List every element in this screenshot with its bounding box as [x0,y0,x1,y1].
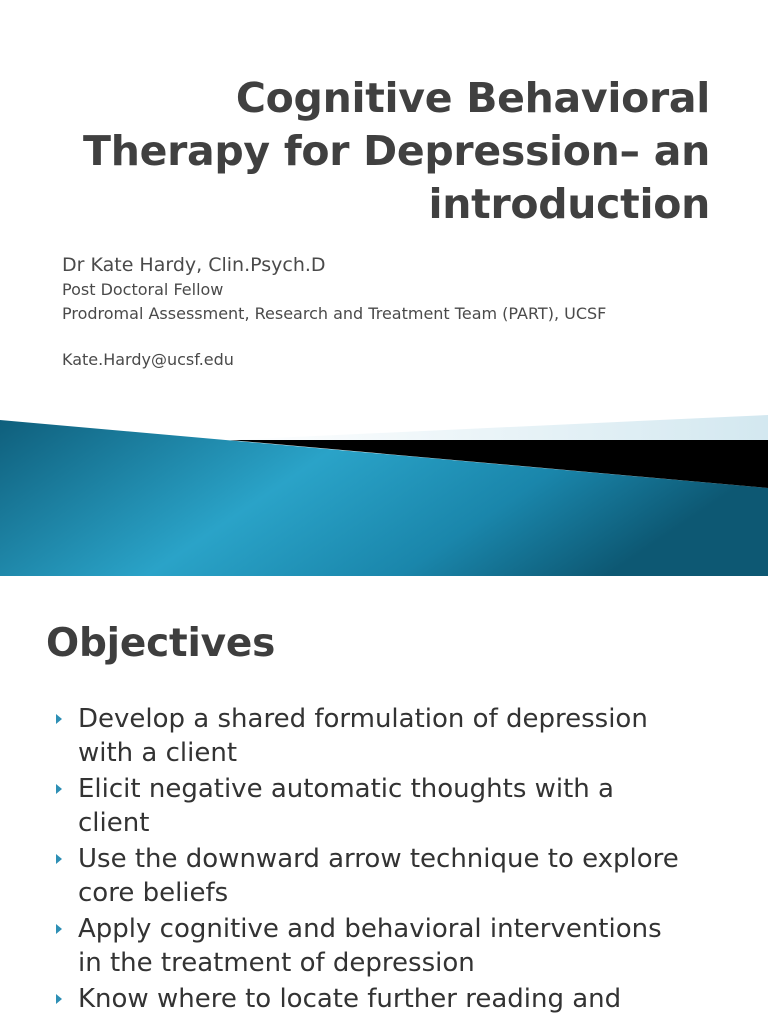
presenter-name: Dr Kate Hardy, Clin.Psych.D [62,254,326,276]
bullet-line: Know where to locate further reading and [78,984,622,1014]
triangle-right-icon [56,994,62,1004]
bullet-line: with a client [78,738,238,768]
triangle-right-icon [56,714,62,724]
bullet-line: Develop a shared formulation of depression [78,704,648,734]
list-item [52,842,752,910]
banner-light-stripe [230,415,768,440]
presenter-team: Prodromal Assessment, Research and Treatment Team (PART), UCSF [62,304,607,323]
title-line: Therapy for Depression– an [83,127,710,175]
triangle-right-icon [56,854,62,864]
objectives-slide [0,576,768,1024]
presenter-role: Post Doctoral Fellow [62,280,224,299]
title-line: Cognitive Behavioral [235,74,710,122]
triangle-right-icon [56,924,62,934]
presenter-email: Kate.Hardy@ucsf.edu [62,350,234,369]
list-item [52,772,752,840]
slide-title [50,72,710,231]
list-item [52,982,752,1016]
slide-title: Objectives [46,621,276,666]
triangle-right-icon [56,784,62,794]
objectives-list [52,702,752,1018]
bullet-line: client [78,808,150,838]
presenter-info [62,252,742,372]
bullet-line: Use the downward arrow technique to explore [78,844,679,874]
list-item [52,912,752,980]
bullet-line: in the treatment of depression [78,948,475,978]
bullet-line: Elicit negative automatic thoughts with a [78,774,614,804]
decorative-banner [0,410,768,576]
title-line: introduction [428,180,710,228]
list-item [52,702,752,770]
bullet-line: core beliefs [78,878,229,908]
bullet-line: Apply cognitive and behavioral interventions [78,914,662,944]
